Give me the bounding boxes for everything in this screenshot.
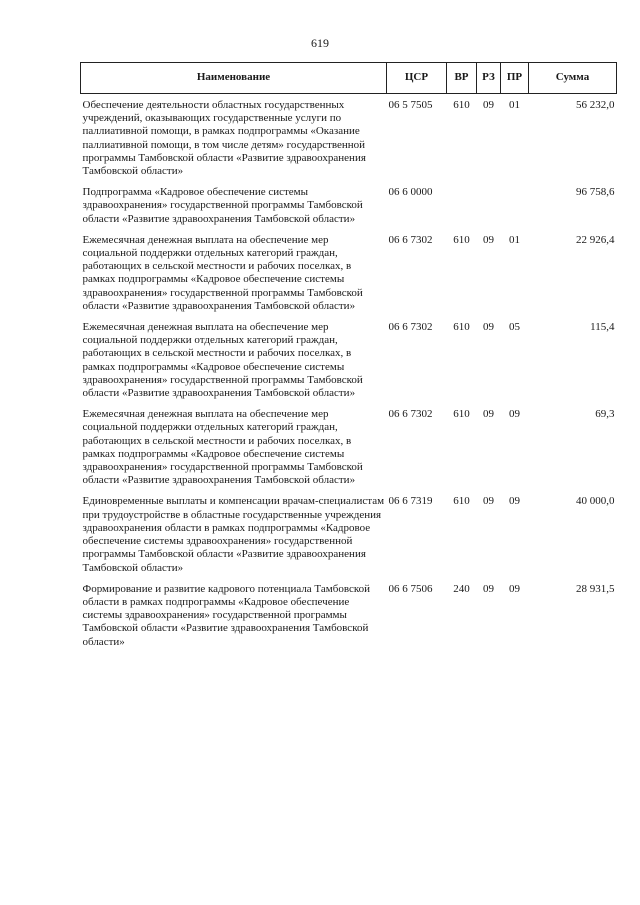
row-name: Ежемесячная денежная выплата на обеспечение мер социальной поддержки отдельных категорий граждан, работающих в сельской местности и рабочих поселках, в рамках подпрограммы «Кадровое обеспечение системы здравоохранения» государственной программы Тамбовской области «Развитие здравоохранения Тамбовской области» <box>82 233 363 312</box>
header-rz: РЗ <box>477 63 501 94</box>
row-csr: 06 6 7302 <box>388 408 433 421</box>
row-pr: 01 <box>509 99 520 111</box>
row-csr: 06 6 7302 <box>388 233 433 246</box>
row-pr: 09 <box>509 495 520 508</box>
header-pr: ПР <box>501 63 529 94</box>
row-csr: 06 5 7505 <box>388 99 433 111</box>
row-sum: 56 232,0 <box>576 99 615 111</box>
row-rz: 09 <box>483 99 494 111</box>
header-vr: ВР <box>447 63 477 94</box>
header-sum: Сумма <box>529 63 617 94</box>
row-name: Подпрограмма «Кадровое обеспечение системы здравоохранения» государственной программы Тамбовской области «Развитие здравоохранения Тамбовской области» <box>82 186 363 225</box>
header-csr: ЦСР <box>387 63 447 94</box>
table-row <box>81 490 617 577</box>
row-sum: 115,4 <box>590 321 615 334</box>
table-row <box>81 94 617 182</box>
row-rz: 09 <box>483 321 494 334</box>
row-vr: 610 <box>453 495 470 508</box>
row-vr: 610 <box>453 408 470 421</box>
row-pr: 01 <box>509 233 520 246</box>
table-row <box>81 316 617 403</box>
row-name: Обеспечение деятельности областных государственных учреждений, оказывающих государственные услуги по паллиативной помощи, в рамках подпрограммы «Оказание паллиативной помощи, в том числе детям» государственной программы Тамбовской области «Развитие здравоохранения Тамбовской области» <box>82 99 366 178</box>
budget-table <box>80 62 617 655</box>
table-header <box>81 63 617 94</box>
row-rz: 09 <box>483 582 494 595</box>
row-sum: 40 000,0 <box>576 495 615 508</box>
table-row <box>81 578 617 655</box>
row-vr: 610 <box>453 233 470 246</box>
row-name: Формирование и развитие кадрового потенциала Тамбовской области в рамках подпрограммы «Кадровое обеспечение системы здравоохранения» государственной программы Тамбовской области «Развитие здравоохранения Тамбовской области» <box>82 582 371 648</box>
table-row <box>81 403 617 490</box>
row-vr: 610 <box>453 321 470 334</box>
row-pr: 09 <box>509 582 520 595</box>
row-rz <box>477 181 501 229</box>
row-vr <box>447 181 477 229</box>
row-csr: 06 6 7319 <box>388 495 433 508</box>
page-number: 619 <box>311 36 329 50</box>
row-sum: 69,3 <box>595 408 615 421</box>
row-name: Ежемесячная денежная выплата на обеспечение мер социальной поддержки отдельных категорий граждан, работающих в сельской местности и рабочих поселках, в рамках подпрограммы «Кадровое обеспечение системы здравоохранения» государственной программы Тамбовской области «Развитие здравоохранения Тамбовской области» <box>82 321 363 400</box>
row-rz: 09 <box>483 233 494 246</box>
row-csr: 06 6 7302 <box>388 321 433 334</box>
row-csr: 06 6 7506 <box>388 582 433 595</box>
row-rz: 09 <box>483 495 494 508</box>
row-sum: 22 926,4 <box>576 233 615 246</box>
table-row <box>81 229 617 316</box>
row-sum: 96 758,6 <box>576 186 615 199</box>
table-body <box>81 94 617 655</box>
row-csr: 06 6 0000 <box>388 186 433 199</box>
row-pr: 05 <box>509 321 520 334</box>
table-row <box>81 181 617 229</box>
row-sum: 28 931,5 <box>576 582 615 595</box>
row-name: Единовременные выплаты и компенсации врачам-специалистам при трудоустройстве в областные государственные учреждения здравоохранения области в рамках подпрограммы «Кадровое обеспечение системы здравоохранения» государственной программы Тамбовской области «Развитие здравоохранения Тамбовской области» <box>82 495 385 574</box>
row-rz: 09 <box>483 408 494 421</box>
row-pr <box>501 181 529 229</box>
header-name: Наименование <box>81 63 387 94</box>
row-name: Ежемесячная денежная выплата на обеспечение мер социальной поддержки отдельных категорий граждан, работающих в сельской местности и рабочих поселках, в рамках подпрограммы «Кадровое обеспечение системы здравоохранения» государственной программы Тамбовской области «Развитие здравоохранения Тамбовской области» <box>82 408 363 487</box>
row-vr: 610 <box>453 99 470 111</box>
row-pr: 09 <box>509 408 520 421</box>
row-vr: 240 <box>453 582 470 595</box>
